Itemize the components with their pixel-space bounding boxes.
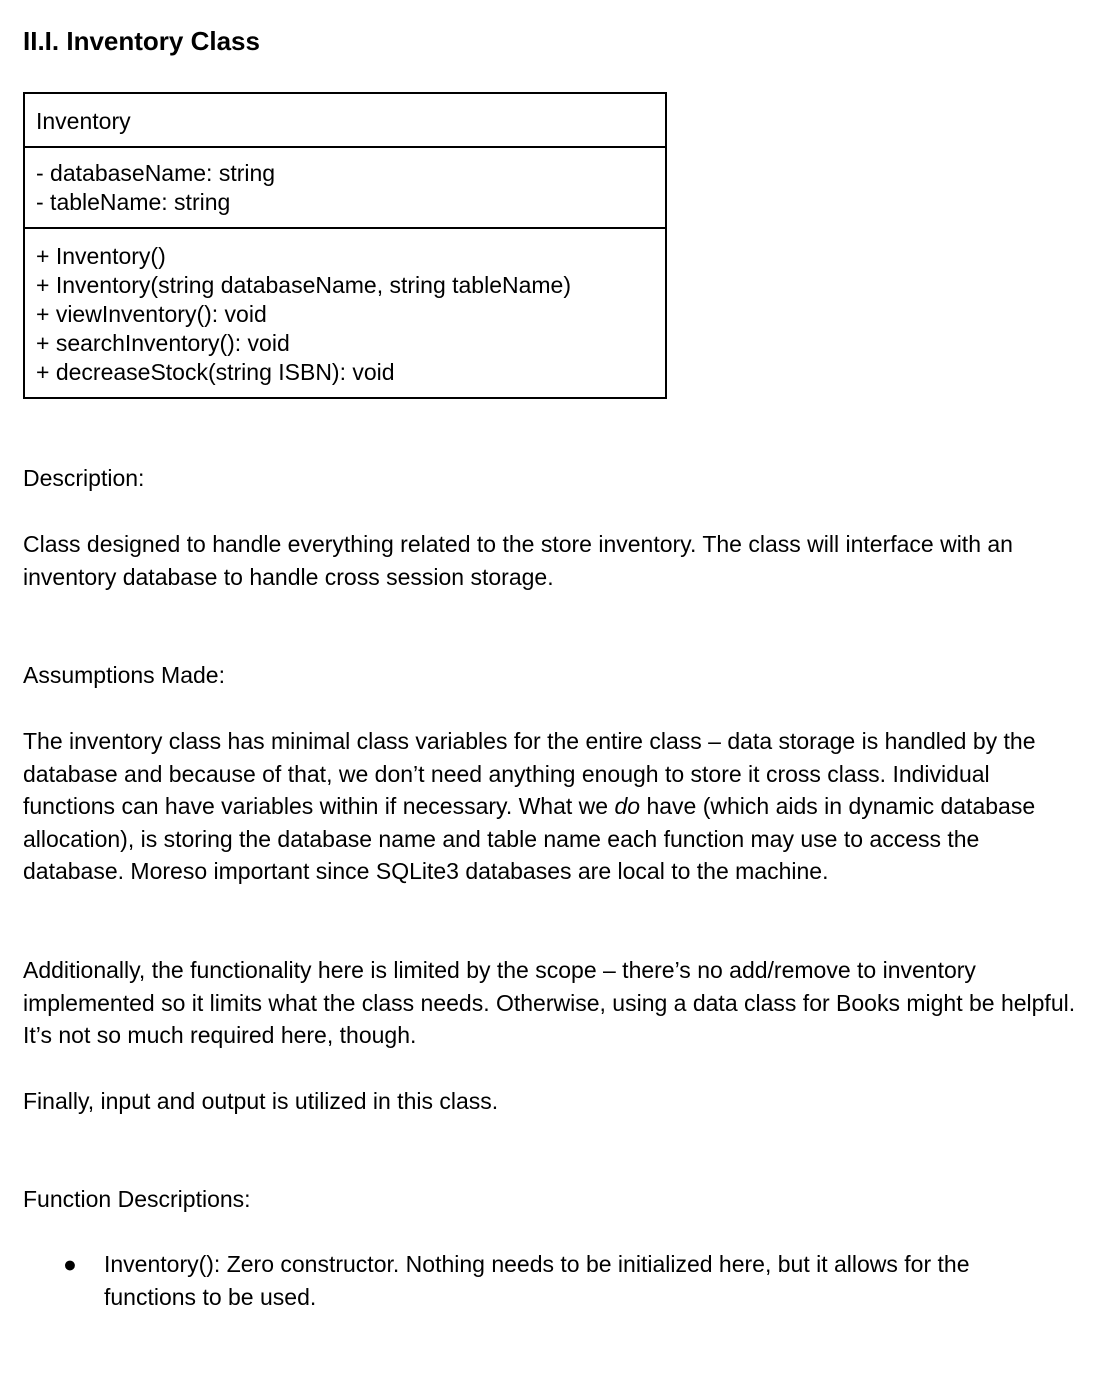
function-description: Inventory(): Zero constructor. Nothing needs to be initialized here, but it allows for the functions to be used. [104,1251,970,1310]
uml-attribute: - databaseName: string [36,160,276,186]
section-heading: II.I. Inventory Class [23,26,260,56]
assumptions-p1-emphasis: do [614,793,641,819]
uml-method: + Inventory() [36,243,166,269]
uml-method: + Inventory(string databaseName, string tableName) [36,272,572,298]
uml-methods [25,229,665,397]
uml-attributes [25,148,665,229]
functions-label: Function Descriptions: [23,1186,251,1212]
description-label: Description: [23,465,145,491]
uml-class-diagram [23,92,667,399]
uml-method: + decreaseStock(string ISBN): void [36,359,395,385]
assumptions-paragraph-1 [23,725,1079,888]
assumptions-label: Assumptions Made: [23,662,225,688]
assumptions-paragraph-2: Additionally, the functionality here is limited by the scope – there’s no add/remove to inventory implemented so it limits what the class needs. Otherwise, using a data class for Books might be helpful. It’s not so much required here, though. [23,957,1076,1048]
uml-attribute: - tableName: string [36,189,231,215]
description-body: Class designed to handle everything related to the store inventory. The class will interface with an inventory database to handle cross session storage. [23,531,1013,590]
assumptions-paragraph-3: Finally, input and output is utilized in this class. [23,1088,499,1114]
bullet-icon: ● [63,1251,77,1277]
assumptions-p1-text-continued: have (which aids in dynamic database allocation), is storing the database name and table name each function may use to access the database. Moreso important since SQLite3 databases are local to the machine. [23,793,1036,884]
uml-method: + viewInventory(): void [36,301,267,327]
uml-method: + searchInventory(): void [36,330,290,356]
assumptions-p1-text: The inventory class has minimal class variables for the entire class – data storage is handled by the database and because of that, we don’t need anything enough to store it cross class. Individual functions can have variables within if necessary. What we [23,728,1036,819]
uml-class-name: Inventory [25,94,665,148]
